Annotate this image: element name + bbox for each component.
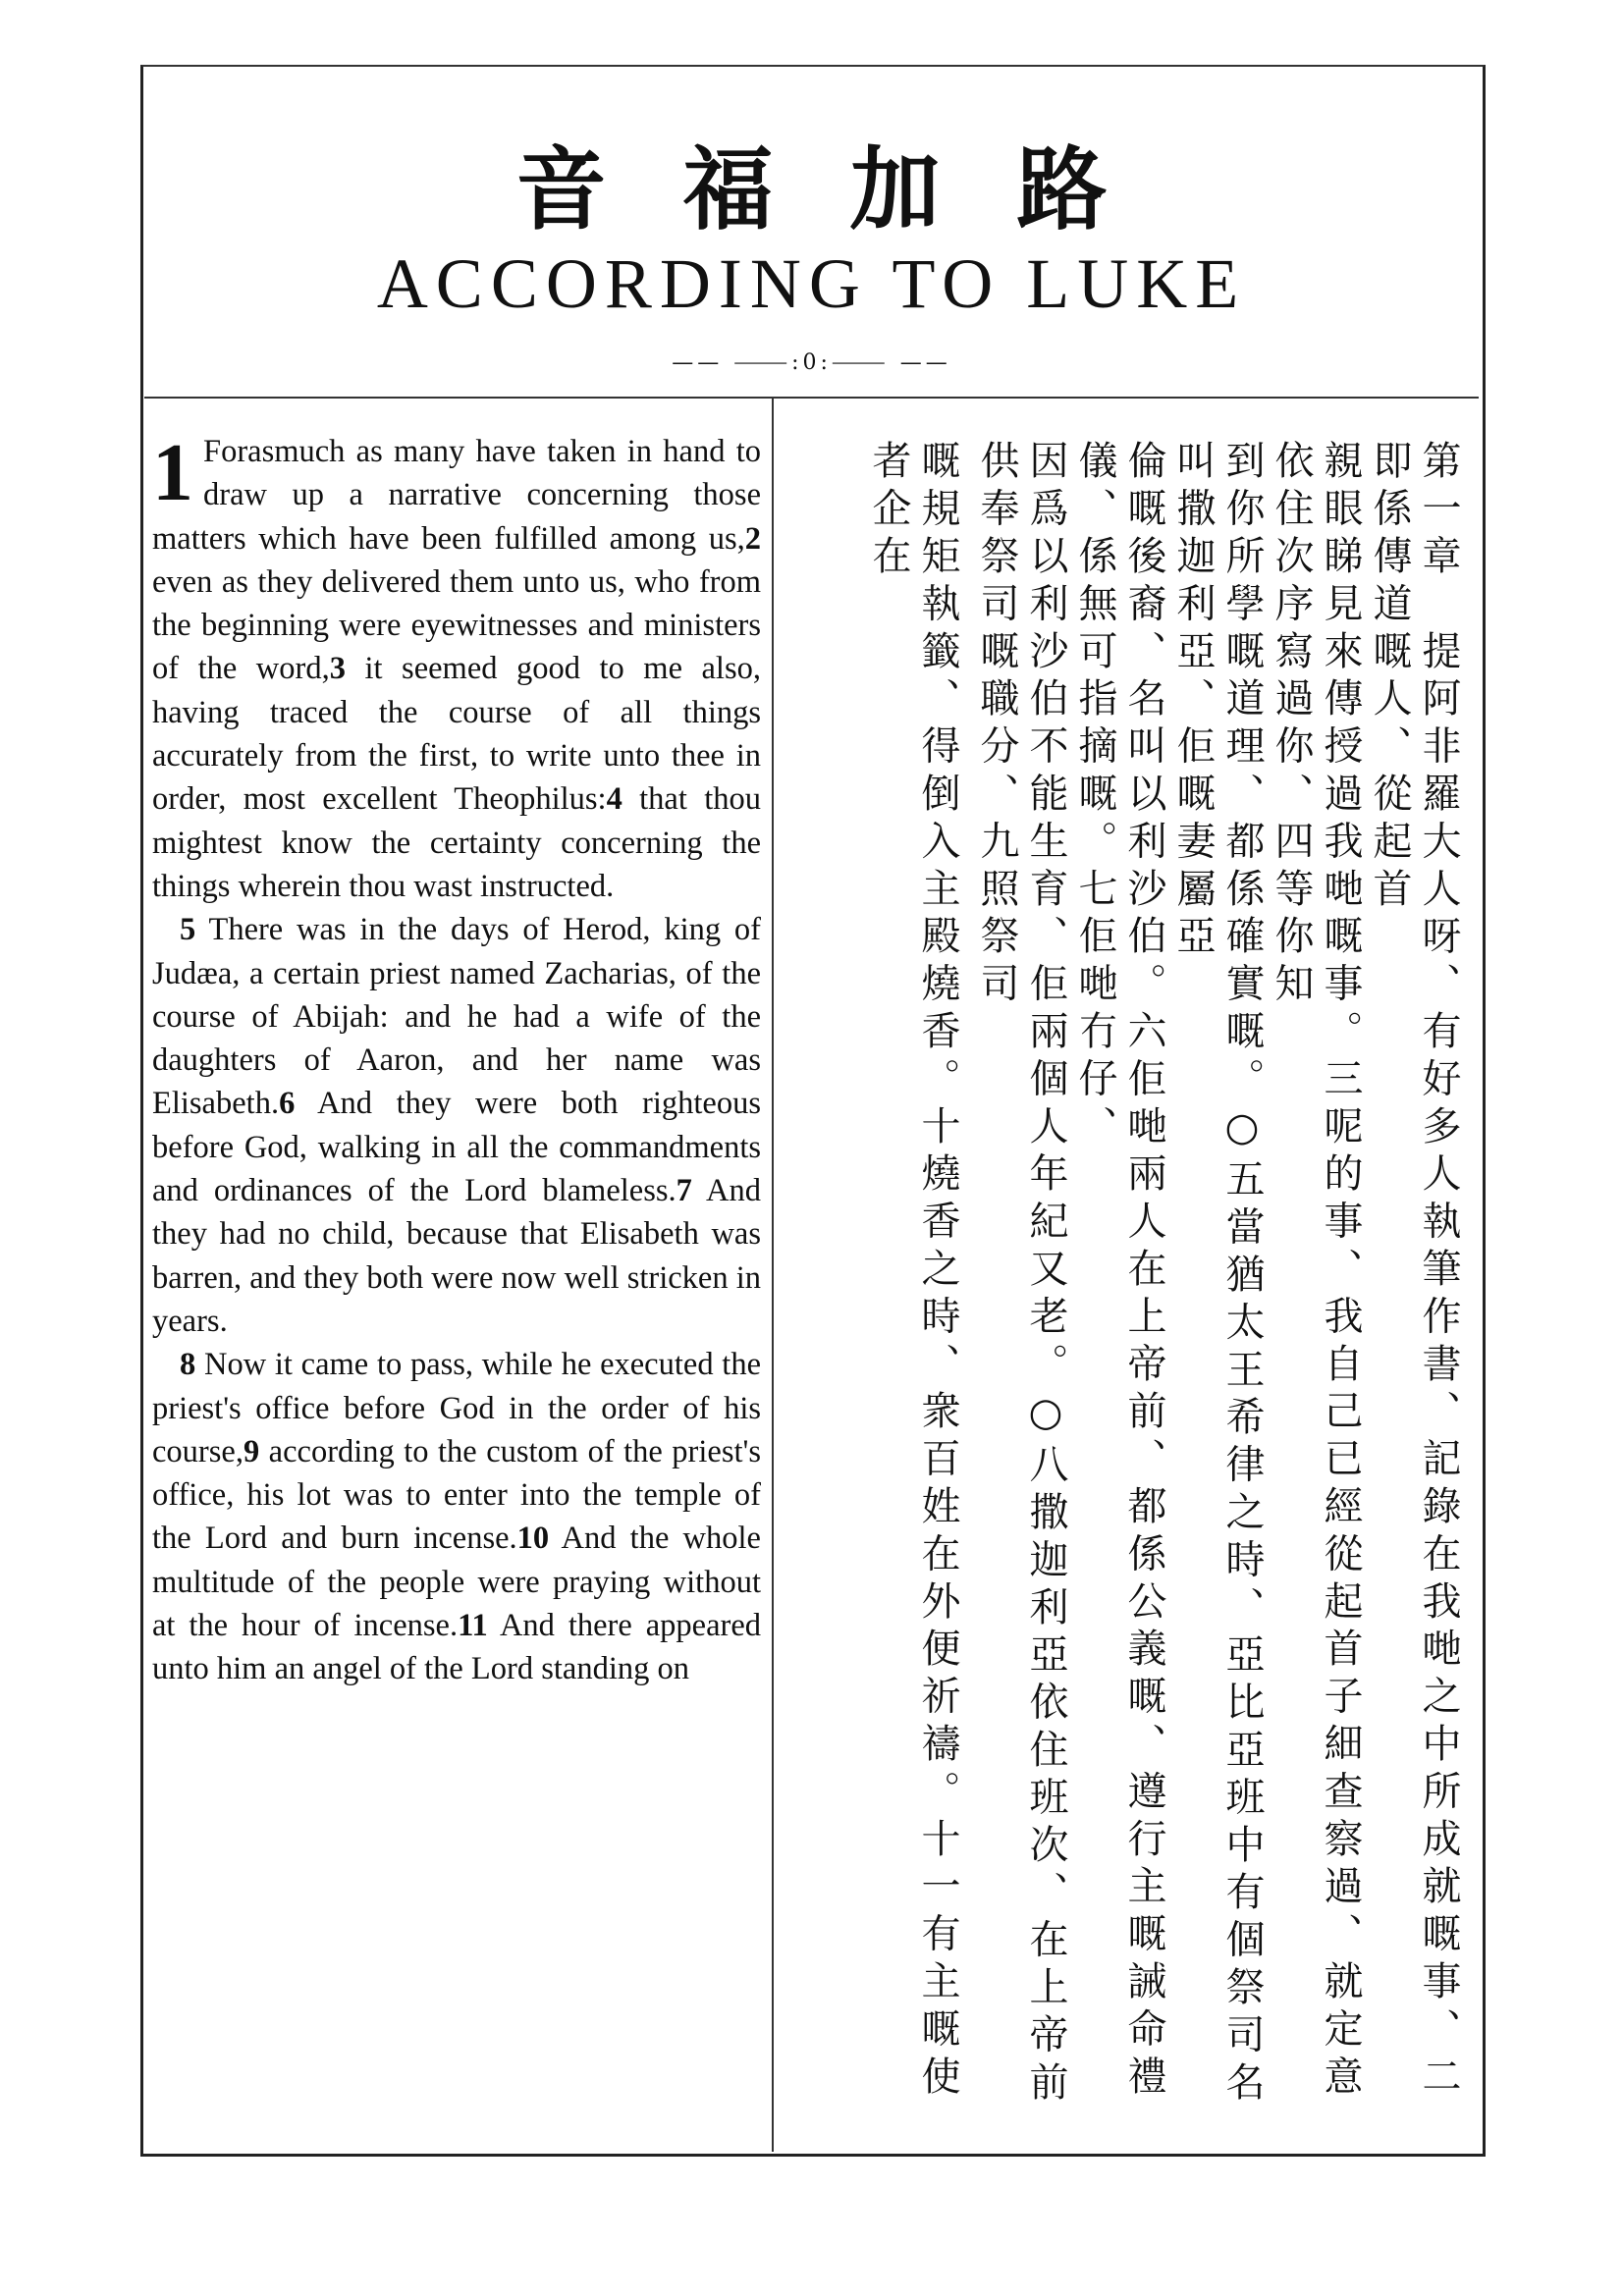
verse-text: And they were both righteous before God, walking in all the commandments and ordinances of the Lord blameless. bbox=[152, 1086, 761, 1209]
verse-text: even as they delivered them unto us, who from the beginning were eyewitnesses and ministers of the word, bbox=[152, 563, 761, 687]
verse-text: Forasmuch as many have taken in hand to draw up a narrative concerning those matters which have been fulfilled among us, bbox=[152, 434, 761, 557]
chinese-column: 因爲以利沙伯不能生育、佢兩個人年紀又老。○八撒迦利亞依住班次、在上帝前供奉祭司嘅職分、九照祭司 bbox=[974, 440, 1068, 2109]
chinese-column: 親眼睇見來傳授過我哋嘅事。三呢的事、我自己已經從起首子細查察過、就定意依住次序寫過你、四等你知 bbox=[1269, 440, 1363, 2103]
verse-number: 3 bbox=[329, 651, 346, 687]
verse-number: 6 bbox=[279, 1086, 296, 1122]
chinese-column: 第一章 提阿非羅大人呀、有好多人執筆作書、記錄在我哋之中所成就嘅事、二即係傳道嘅人、從起首 bbox=[1367, 440, 1461, 2103]
verse-number: 8 bbox=[180, 1347, 196, 1383]
verse-number: 4 bbox=[606, 781, 622, 818]
verse-number: 9 bbox=[243, 1433, 260, 1469]
chinese-column: 倫嘅後裔、名叫以利沙伯。六佢哋兩人在上帝前、都係公義嘅、遵行主嘅誡命禮儀、係無可指摘嘅。七佢哋冇仔、 bbox=[1072, 440, 1166, 2103]
title-ornament: —— ⸻:0:⸻ —— bbox=[672, 350, 951, 375]
verse-text: And the whole multitude of the people were praying without at the hour of incense. bbox=[152, 1521, 761, 1644]
verse-number: 5 bbox=[180, 912, 196, 948]
chinese-text bbox=[785, 440, 1463, 2138]
verse-number: 11 bbox=[458, 1608, 488, 1644]
verse-text: that thou mightest know the certainty concerning the things wherein thou wast instructed. bbox=[152, 781, 761, 904]
paragraph-1 bbox=[152, 427, 761, 908]
title-english: ACCORDING TO LUKE bbox=[376, 244, 1247, 323]
chinese-column: 嘅規矩執籤、得倒入主殿燒香。十燒香之時、衆百姓在外便祈禱。十一有主嘅使者企在 bbox=[866, 440, 960, 2103]
verse-text: Now it came to pass, while he executed the priest's office before God in the order of his course, bbox=[152, 1347, 761, 1469]
verse-text: it seemed good to me also, having traced the course of all things accurately from the first, to write unto thee in order, most excellent Theophilus: bbox=[152, 651, 761, 818]
column-divider bbox=[772, 399, 774, 2152]
chinese-column: 到你所學嘅道理、都係確實嘅。○五當猶太王希律之時、亞比亞班中有個祭司名叫撒迦利亞、佢嘅妻屬亞 bbox=[1170, 440, 1265, 2109]
verse-number: 2 bbox=[744, 520, 761, 557]
verse-text: And there appeared unto him an angel of the Lord standing on bbox=[152, 1608, 761, 1687]
chapter-number: 1 bbox=[152, 427, 193, 518]
title-chinese: 音福加路 bbox=[515, 136, 1184, 242]
header-rule bbox=[144, 397, 1479, 399]
verse-number: 10 bbox=[516, 1521, 550, 1557]
verse-text: according to the custom of the priest's office, his lot was to enter into the temple of the Lord and burn incense. bbox=[152, 1433, 761, 1557]
verse-number: 7 bbox=[676, 1173, 692, 1209]
english-text bbox=[152, 427, 762, 1691]
verse-text: There was in the days of Herod, king of Judæa, a certain priest named Zacharias, of the course of Abijah: and he had a wife of the daughters of Aaron, and her name was Elisabeth. bbox=[152, 912, 761, 1122]
paragraph-3 bbox=[152, 1343, 761, 1690]
paragraph-2 bbox=[152, 908, 761, 1343]
verse-text: And they had no child, because that Elisabeth was barren, and they both were now well stricken in years. bbox=[152, 1173, 762, 1339]
